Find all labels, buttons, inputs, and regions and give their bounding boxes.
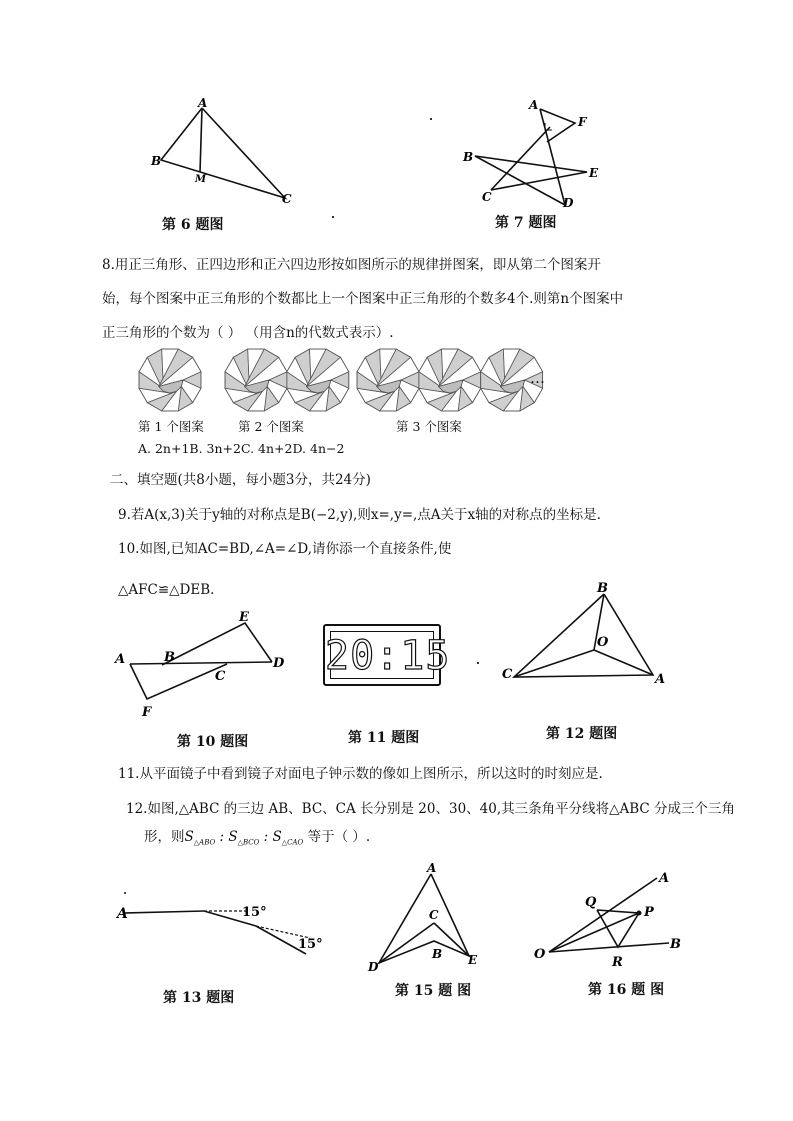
label-c: C <box>429 908 439 922</box>
label-e: E <box>468 953 478 967</box>
stray-dot <box>477 662 479 664</box>
label-p: P <box>644 905 654 920</box>
label-e: E <box>589 166 599 180</box>
q9: 9.若A(x,3)关于y轴的对称点是B(−2,y),则x=,y=,点A关于x轴的对称点的坐标是. <box>118 507 601 523</box>
q8-line3: 正三角形的个数为（ ） （用含n的代数式表示）. <box>102 325 394 341</box>
label-a: A <box>198 96 208 110</box>
clock-frame <box>323 624 451 686</box>
angle-label-2: 15° <box>298 937 323 952</box>
fig8-caption-1: 第 1 个图案 <box>138 419 204 434</box>
figure-10 <box>110 605 300 720</box>
stray-dot <box>332 216 334 218</box>
q10-line1: 10.如图,已知AC=BD,∠A=∠D,请你添一个直接条件,使 <box>118 541 452 557</box>
fig16-caption: 第 16 题 图 <box>588 982 665 998</box>
q8-line2: 始，每个图案中正三角形的个数都比上一个图案中正三角形的个数多4个.则第n个图案中 <box>102 291 624 307</box>
fig11-caption: 第 11 题图 <box>348 730 420 746</box>
figure-7 <box>455 95 605 210</box>
area-ratio-formula: $S_{\triangle ABO}$ : $S_{\triangle BCO}$ : $S_{\triangle CAO}$ <box>184 829 304 847</box>
q11: 11.从平面镜子中看到镜子对面电子钟示数的像如上图所示，所以这时的时刻应是. <box>118 766 603 782</box>
angle-label-1: 15° <box>242 905 267 920</box>
q12-line2-pre: 形，则 <box>144 829 185 845</box>
label-d: D <box>563 196 574 210</box>
label-a: A <box>115 652 126 667</box>
section-heading: 二、填空题(共8小题，每小题3分，共24分) <box>110 472 371 488</box>
label-d: D <box>368 960 379 974</box>
label-o: O <box>597 635 609 650</box>
label-c: C <box>215 669 226 684</box>
label-b: B <box>164 650 175 665</box>
label-a: A <box>529 98 539 112</box>
label-c: C <box>282 192 292 206</box>
q8-line1: 8.用正三角形、正四边形和正六四边形按如图所示的规律拼图案，即从第二个图案开 <box>102 257 601 273</box>
label-f: F <box>142 705 152 720</box>
figure-16 <box>525 862 685 972</box>
label-b: B <box>463 150 474 164</box>
fig6-caption: 第 6 题图 <box>162 217 224 233</box>
label-o: O <box>534 947 546 962</box>
label-a: A <box>427 861 437 875</box>
label-m: M <box>195 174 207 185</box>
label-b: B <box>151 154 162 168</box>
figure-15 <box>365 860 490 975</box>
label-a: A <box>655 672 666 687</box>
label-b: B <box>597 581 608 596</box>
fig10-caption: 第 10 题图 <box>177 734 249 750</box>
fig12-caption: 第 12 题图 <box>546 726 618 742</box>
fig15-caption: 第 15 题 图 <box>395 983 472 999</box>
label-r: R <box>612 955 623 970</box>
q12-line1: 12.如图,△ABC 的三边 AB、BC、CA 长分别是 20、30、40,其三条角平分线将△ABC 分成三个三角 <box>126 801 736 817</box>
figure-8-patterns <box>130 345 550 420</box>
figure-6 <box>140 95 310 210</box>
label-e: E <box>239 610 249 625</box>
fig8-caption-2: 第 2 个图案 <box>238 419 304 434</box>
fig13-caption: 第 13 题图 <box>163 990 235 1006</box>
figure-12 <box>495 578 680 693</box>
label-d: D <box>273 656 285 671</box>
label-f: F <box>578 115 587 129</box>
label-q: Q <box>585 895 597 910</box>
fig7-caption: 第 7 题图 <box>495 215 557 231</box>
label-a: A <box>117 906 128 922</box>
clock-display: 20:15 <box>325 633 451 679</box>
fig8-caption-3: 第 3 个图案 <box>396 419 462 434</box>
label-c: C <box>502 667 513 682</box>
label-c: C <box>482 190 492 204</box>
label-b: B <box>670 937 681 952</box>
q12-line2 <box>144 829 370 847</box>
q12-line2-post: 等于（ ）. <box>307 829 371 845</box>
label-b: B <box>432 947 443 961</box>
q10-line2: △AFC≌△DEB. <box>118 582 215 598</box>
ellipsis: … <box>530 369 545 387</box>
stray-dot <box>430 118 432 120</box>
figure-13 <box>110 885 340 965</box>
label-a: A <box>659 871 670 886</box>
q8-options: A. 2n+1B. 3n+2C. 4n+2D. 4n−2 <box>138 441 345 456</box>
